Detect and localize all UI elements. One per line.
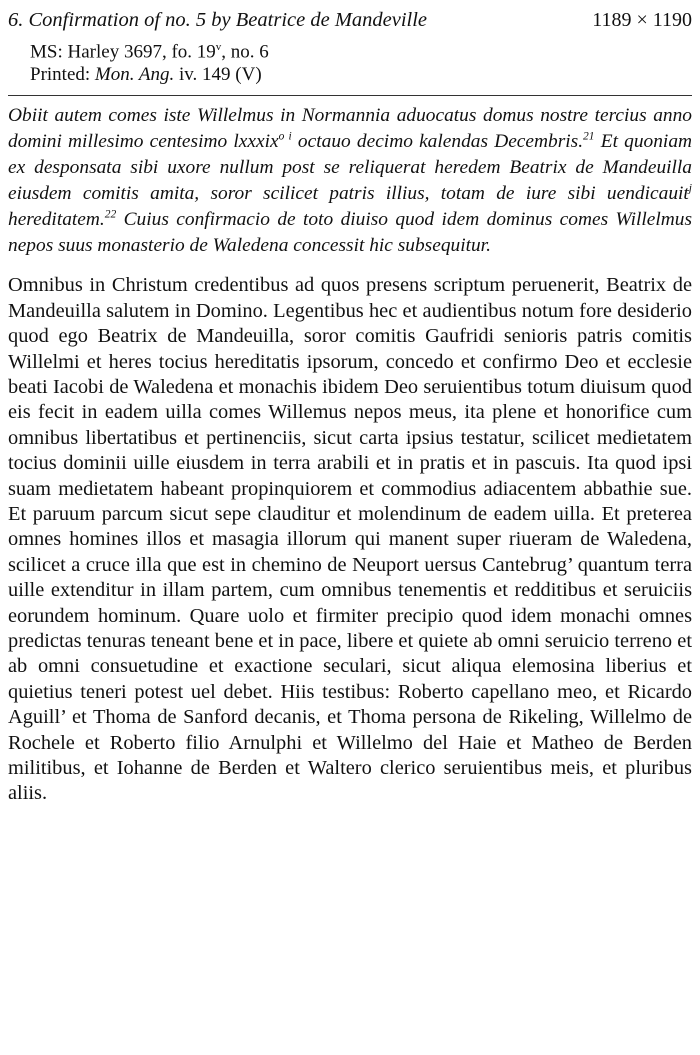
ms-reference: Harley 3697, fo. 19 (67, 41, 216, 63)
ms-number: , no. 6 (221, 41, 269, 63)
document-date: 1189 × 1190 (592, 9, 692, 31)
printed-work: Mon. Ang. (94, 64, 175, 86)
printed-line (30, 63, 692, 86)
document-title: 6. Confirmation of no. 5 by Beatrice de Mandeville (8, 9, 428, 31)
ms-label: MS: (30, 41, 63, 63)
footnote-22: 22 (104, 208, 117, 221)
manuscript-line (30, 36, 692, 63)
textual-note-marker-j: j (688, 182, 692, 195)
manuscript-info (30, 36, 692, 86)
ms-verso-mark: v (215, 41, 222, 53)
intro-text-3: Et quoniam ex desponsata sibi uxore nullum post se reliquerat heredem Beatrix de Mandeuilla eiusdem comitis amita, soror scilicet patris illius, totam de iure sibi uendicauit (8, 131, 693, 205)
footnote-21: 21 (583, 130, 595, 143)
section-divider (8, 95, 692, 96)
printed-reference: iv. 149 (V) (179, 64, 262, 86)
intro-text-1: Obiit autem comes iste Willelmus in Normannia aduocatus domus nostre tercius anno domini millesimo centesimo lxxxix (8, 105, 692, 153)
intro-paragraph (8, 103, 692, 259)
charter-text: Omnibus in Christum credentibus ad quos presens scriptum peruenerit, Beatrix de Mandeuilla salutem in Domino. Legentibus hec et audientibus notum fore desiderio quod ego Beatrix de Mandeuilla, soror comitis Gaufridi senioris patris comitis Willelmi et heres tocius hereditatis ipsorum, concedo et confirmo Deo et ecclesie beati Iacobi de Waledena et monachis ibidem Deo seruientibus totum diuisum quod eis fecit in eadem uilla comes Willemus nepos meus, ita plene et honorifice cum omnibus libertatibus et pertinenciis, sicut carta ipsius testatur, scilicet medietatem tocius dominii uille eiusdem in terra arabili et in pratis et in pascuis. Ita quod ipsi suam medietatem habeant propinquiorem et commodius adiacentem abbathie sue. Et paruum parcum sicut sepe clauditur et molendinum de eadem uilla. Et preterea omnes homines illos et masagia illorum qui manent super riueram de Waledena, scilicet a cruce illa que est in chemino de Neuport uersus Cantebrug’ quantum terra uille extenditur in illam partem, cum omnibus tenementis et redditibus et seruiciis eorundem hominum. Quare uolo et firmiter precipio quod idem monachi omnes predictas tenuras teneant bene et in pace, libere et quiete ab omni seruicio terreno et ab omni consuetudine et exactione seculari, sicut aliqua elemosina liberius et quietius teneri potest uel debet. Hiis testibus: Roberto capellano meo, et Ricardo Aguill’ et Thoma de Sanford decanis, et Thoma persona de Rikeling, Willelmo de Rochele et Roberto filio Arnulphi et Willelmo del Haie et Matheo de Berden militibus, et Iohanne de Berden et Waltero clerico seruientibus meis, et pluribus aliis. (8, 274, 692, 805)
printed-label: Printed: (30, 64, 91, 86)
document-heading (8, 6, 692, 34)
intro-text-5: Cuius confirmacio de toto diuiso quod idem dominus comes Willelmus nepos suus monasterio de Waledena concessit hic subsequitur. (8, 209, 692, 257)
textual-note-marker-oi: o i (278, 130, 292, 143)
intro-text-4: hereditatem. (8, 209, 105, 231)
intro-text-2: octauo decimo kalendas Decembris. (291, 131, 584, 153)
